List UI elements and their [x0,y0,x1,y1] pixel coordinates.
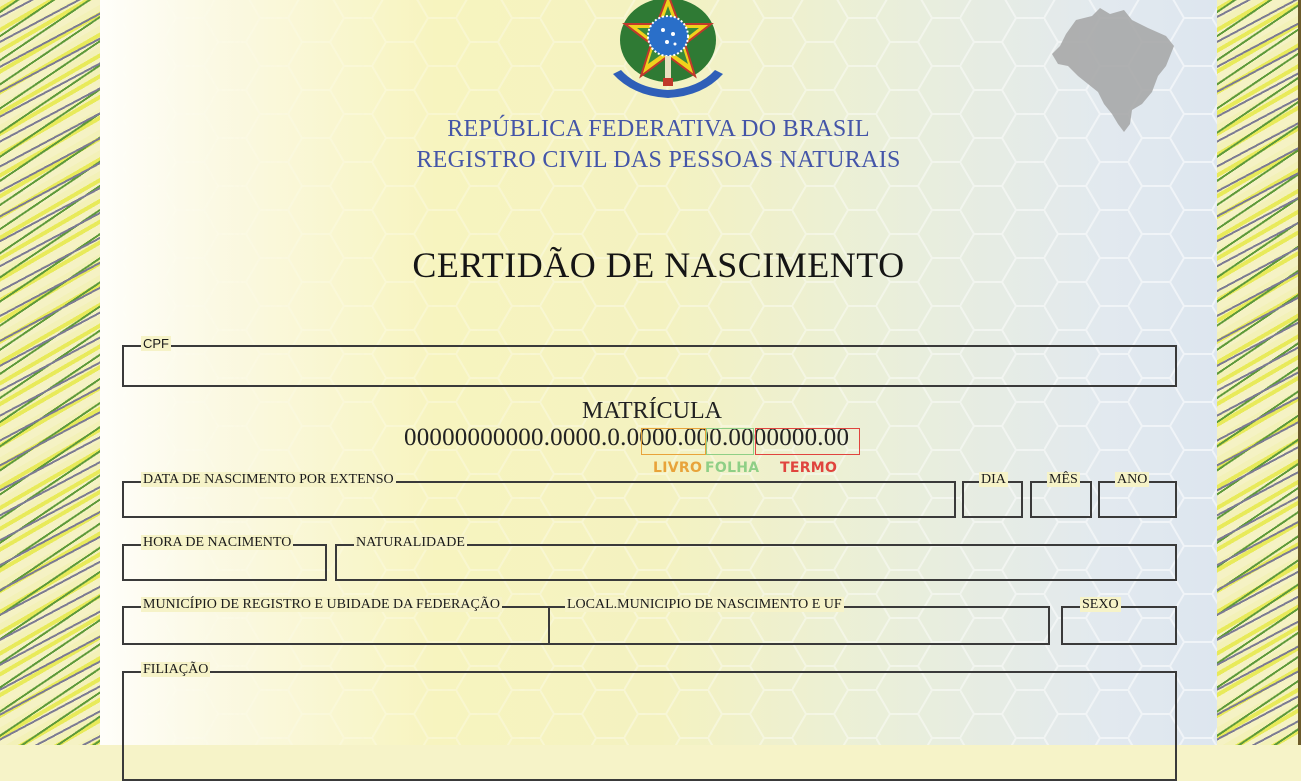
livro-tag: LIVRO [653,460,703,476]
matricula-sep: . [721,424,729,451]
month-field[interactable] [1030,472,1092,518]
sex-field[interactable] [1061,597,1177,645]
registry-municipality-label [138,597,505,613]
registry-municipality-field[interactable] [122,597,550,645]
header-republic: REPÚBLICA FEDERATIVA DO BRASIL [447,116,870,142]
matricula-suffix: .00 [817,424,850,451]
matricula-label: MATRÍCULA [581,398,722,424]
birth-time-label-text: HORA DE NACIMENTO [143,535,292,550]
header-registry: REGISTRO CIVIL DAS PESSOAS NATURAIS [416,147,901,173]
sex-label [1077,597,1124,613]
naturality-label-text: NATURALIDADE [356,535,465,550]
day-label [976,472,1011,488]
matricula-sep: . [677,424,684,451]
year-field[interactable] [1098,472,1177,518]
registry-municipality-label-text: MUNICÍPIO DE REGISTRO E UBIDADE DA FEDERAÇÃO [143,597,500,612]
matricula-livro: 0000 [626,424,678,451]
birth-place-label-text: LOCAL.MUNICIPIO DE NASCIMENTO E UF [567,597,842,612]
termo-tag: TERMO [780,460,838,476]
matricula-prefix: 00000000000.0000.0. [404,424,627,451]
birth-place-label [562,597,847,613]
birth-date-text-label [138,472,399,488]
folha-tag: FOLHA [705,460,760,476]
matricula-folha: 000 [683,424,722,451]
decorative-border-left [0,0,100,745]
folha-highlight [706,428,754,455]
birth-time-field[interactable] [122,535,327,581]
parentage-label-text: FILIAÇÃO [143,662,209,677]
field-border [122,671,1177,673]
matricula-termo: 0000000 [728,424,818,451]
birth-date-text-label-text: DATA DE NASCIMENTO POR EXTENSO [143,472,394,487]
year-label [1112,472,1152,488]
naturality-label [351,535,470,551]
naturality-field[interactable] [335,535,1177,581]
brazil-map-icon [1048,6,1178,134]
cpf-label-text: CPF [143,336,169,351]
cpf-label [138,336,174,352]
parentage-label [138,662,213,678]
decorative-border-right [1217,0,1301,745]
year-label-text: ANO [1117,472,1148,487]
termo-highlight [755,428,860,455]
month-label [1044,472,1083,488]
cpf-field[interactable] [122,336,1177,387]
parentage-field[interactable] [122,662,1177,781]
brazil-coat-of-arms-icon [603,0,733,104]
birth-time-label [138,535,296,551]
day-label-text: DIA [981,472,1006,487]
livro-highlight [641,428,706,455]
day-field[interactable] [962,472,1023,518]
month-label-text: MÊS [1049,472,1078,487]
sex-label-text: SEXO [1082,597,1119,612]
birth-date-text-field[interactable] [122,472,956,518]
birth-place-field[interactable] [548,597,1050,645]
document-title: CERTIDÃO DE NASCIMENTO [412,245,905,285]
field-border [122,345,1177,347]
